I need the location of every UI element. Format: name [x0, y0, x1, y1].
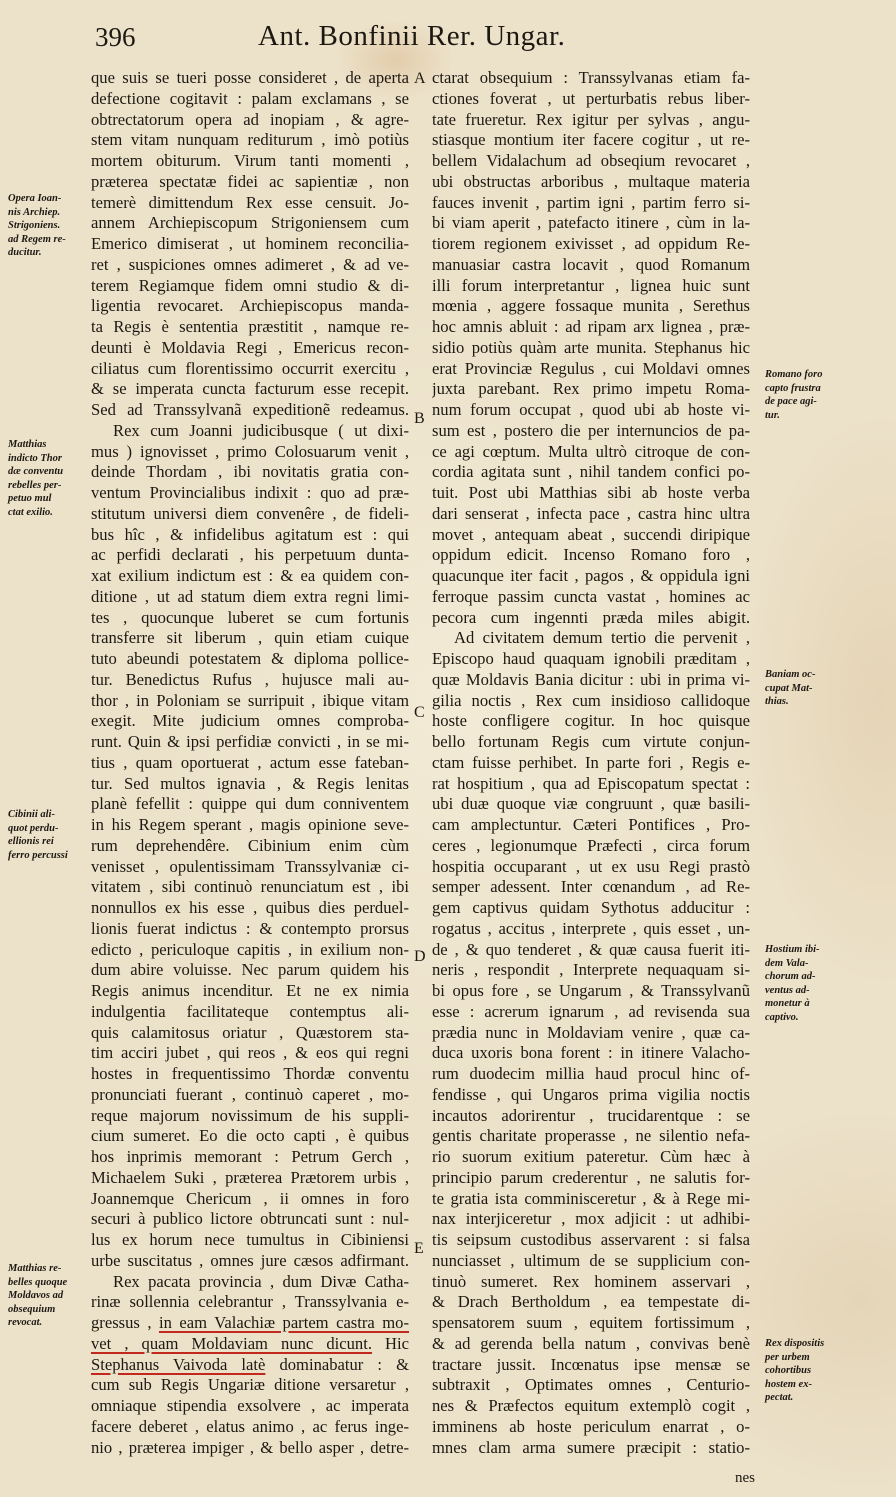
text-line: tius , quam oportuerat , actum esse fateban- — [91, 752, 409, 772]
text-line: tiorem regionem exivisset , ad oppidum Re- — [432, 234, 750, 253]
margin-note-line: monetur à — [765, 998, 810, 1009]
margin-note-line: Matthias re- — [8, 1263, 62, 1274]
text-line: incautos adorirentur , trucidarentque : se — [432, 1105, 750, 1125]
text-line: stem vitam nunquam rediturum , imò potiùs — [91, 130, 409, 150]
text-line: quis calamitosus oriatur , Quæstorem sta- — [91, 1022, 409, 1042]
margin-note-line: dæ conventu — [8, 466, 64, 477]
text-line: mnes clam arma sumere præcipit : statio- — [432, 1437, 750, 1457]
text-line: ret , suspiciones omnes adimeret , & ad ve- — [91, 254, 409, 274]
margin-note — [8, 1262, 92, 1330]
text-line: ctam fuisse perhibet. In parte fori , Regis e- — [432, 752, 750, 772]
text-line: gilia noctis , Rex cum insidioso callidoque — [432, 690, 750, 710]
text-line: defectione cogitavit : palam exclamans , se — [91, 88, 409, 108]
text-line: in his Regem sperant , magis opinione seve- — [91, 815, 409, 834]
text-line: facere deberet , elatus animo , ac ferus inge- — [91, 1416, 409, 1436]
text-line: præterea spectatæ fidei ac sapientiæ , non — [91, 171, 409, 191]
text-line: bellem Vidalachum ad obseqium revocaret , — [432, 151, 750, 170]
margin-note — [765, 668, 849, 709]
text-line: ditione , ut ad statum diem extra regni limi- — [91, 586, 409, 606]
text-line: esse : acrerum ignarum , ad revisenda sua — [432, 1001, 750, 1021]
text-line: stitutum universi diem convenêre , de fideli- — [91, 503, 409, 523]
margin-note — [8, 192, 92, 260]
text-line: dum abire voluisse. Nec parum quidem his — [91, 960, 409, 980]
text-line: fendisse , qui Ungaros prima vigilia noctis — [432, 1084, 750, 1104]
text-line: tur. Sed multos ignavia , & Regis lenitas — [91, 773, 409, 793]
text-line: cum sub Regis Ungariæ ditione versaretur , — [91, 1375, 409, 1395]
margin-note-line: Rex dispositis — [765, 1338, 825, 1349]
section-marker: A — [414, 70, 426, 87]
text-line: vet , quam Moldaviam nunc dicunt. Hic — [91, 1333, 409, 1353]
text-line: oppidum edicit. Incenso Romano foro , — [432, 545, 750, 565]
margin-note-line: Moldavos ad — [8, 1290, 64, 1301]
margin-note-line: ferro percussi — [8, 849, 68, 861]
text-line: duca uxoris bona forent : in itinere Valacho- — [432, 1043, 750, 1063]
margin-note — [765, 1337, 849, 1405]
text-line: tate frueretur. Rex igitur per sylvas , angu- — [432, 109, 750, 129]
text-line: spensatorem suum , equitem fortissimum , — [432, 1313, 750, 1332]
text-line: planè fefellit : quippe qui dum conniventem — [91, 794, 409, 814]
text-line: venisset , opulentissimam Transsylvaniæ ci- — [91, 856, 409, 876]
text-line: bello fortunam Regis cum virtute conjun- — [432, 732, 750, 751]
margin-note-line: indicto Thor — [8, 452, 62, 464]
text-line: annem Archiepiscopum Strigoniensem cum — [91, 213, 409, 233]
text-line: exegit. Mite judicium omnes comproba- — [91, 711, 409, 731]
text-line: ventum Provincialibus indixit : quo ad præ- — [91, 483, 409, 502]
red-underline-mark: vet , quam Moldaviam nunc dicunt. — [91, 1333, 372, 1353]
text-line: rinæ sollennia celebrantur , Transsylvania e- — [91, 1292, 409, 1312]
text-line: hospitia occuparant , ut ex usu Regi prastò — [432, 856, 750, 876]
text-line: Episcopo haud quaquam ignobili præditam , — [432, 649, 750, 668]
margin-note-line: nis Archiep. — [8, 206, 61, 218]
text-line: Emerico dimiserat , ut hominem reconcilia- — [91, 234, 409, 253]
margin-note-line: quot perdu- — [8, 822, 59, 834]
text-line: nonnullos ex his esse , quibus dies perduel- — [91, 898, 409, 917]
text-line: bi viam aperit , patefacto itinere , cùm in la- — [432, 213, 750, 233]
text-line: rum duodecim millia haud procul hinc of- — [432, 1064, 750, 1083]
margin-note-line: cohortibus — [765, 1365, 812, 1376]
text-line: mortem obiturum. Virum tanti momenti , — [91, 151, 409, 170]
margin-note-line: Cibinii ali- — [8, 809, 55, 820]
text-line: reque majorum novissimum de his suppli- — [91, 1105, 409, 1125]
text-line: sidio potiùs quàm arte munita. Stephanus hic — [432, 337, 750, 357]
text-line: Sed ad Transsylvanã expeditionẽ redeamus. — [91, 400, 409, 419]
text-line: mœnia , aggere fossaque munita , Serethus — [432, 296, 750, 316]
text-line: gressus , in eam Valachiæ partem castra mo- — [91, 1313, 409, 1332]
text-line: tuit. Post ubi Matthias sibi ab hoste verba — [432, 483, 750, 502]
text-line: vitatem , sibi continuò renunciatum est , ibi — [91, 877, 409, 897]
margin-note-line: ducitur. — [8, 247, 42, 258]
text-line: hos inprimis memorant : Petrum Gerch , — [91, 1147, 409, 1166]
text-line: tractare jussit. Incœnatus ipse mensæ se — [432, 1354, 750, 1374]
text-line: ctarat obsequium : Transsylvanas etiam fa- — [432, 68, 750, 87]
margin-note-line: dem Vala- — [765, 957, 809, 969]
margin-note-line: per urbem — [765, 1351, 810, 1363]
text-line: gentis charitate properasse , ne silentio nefa- — [432, 1126, 750, 1146]
margin-note — [8, 808, 92, 862]
right-text-column — [432, 68, 750, 1458]
text-line: thor , in Poloniam se surripuit , ibique vitam — [91, 690, 409, 710]
text-line: manuasiar castra locavit , quod Romanum — [432, 254, 750, 274]
margin-note-line: revocat. — [8, 1317, 43, 1328]
text-line: imminens ab hoste periculum enarrat , o- — [432, 1416, 750, 1436]
margin-note-line: Matthias — [8, 439, 47, 450]
margin-note-line: cupat Mat- — [765, 682, 813, 694]
section-marker: B — [414, 410, 425, 427]
text-line: pecora cum ingennti præda miles abigit. — [432, 607, 750, 627]
text-line: & Drach Bertholdum , ea tempestate di- — [432, 1292, 750, 1312]
margin-note-line: Romano foro — [765, 369, 823, 380]
text-line: ubi duæ quoque viæ congruunt , quæ basili- — [432, 794, 750, 814]
margin-note-line: tur. — [765, 409, 780, 421]
text-line: deunti è Moldavia Regi , Emericus recon- — [91, 337, 409, 357]
text-line: nunciasset , ultimum de se supplicium con- — [432, 1250, 750, 1270]
text-line: cium sumeret. Eo die octo capti , è quibus — [91, 1126, 409, 1146]
text-line: cam amplectuntur. Cæteri Pontifices , Pro- — [432, 815, 750, 834]
margin-note-line: Opera Ioan- — [8, 193, 62, 204]
text-line: hostes in frequentissimo Thordæ conventu — [91, 1064, 409, 1083]
catchword: nes — [735, 1470, 755, 1486]
margin-note-line: ctat exilio. — [8, 506, 53, 518]
margin-note-line: ad Regem re- — [8, 233, 66, 245]
text-line: Joannemque Chericum , ii omnes in foro — [91, 1188, 409, 1208]
text-line: quæ Moldavis Bania dicitur : ubi in prima vi- — [432, 669, 750, 689]
running-title: Ant. Bonfinii Rer. Ungar. — [258, 20, 566, 52]
margin-note-line: de pace agi- — [765, 396, 817, 407]
text-line: tuto abeundi potestatem & diploma pollice- — [91, 649, 409, 668]
text-line: pronunciati fuerant , continuò caperet , mo- — [91, 1084, 409, 1104]
text-line: que suis se tueri posse consideret , de aperta — [91, 68, 409, 87]
text-line: temerè dimittendum Rex esse censuit. Jo- — [91, 192, 409, 212]
margin-note-line: obsequium — [8, 1303, 56, 1315]
text-line: cordia agitata sunt , nihil tandem confici po- — [432, 462, 750, 482]
margin-note — [8, 438, 92, 519]
text-line: juxta parebant. Rex primo impetu Roma- — [432, 379, 750, 399]
text-line: securi à publico lictore obtruncati sunt : nul- — [91, 1209, 409, 1229]
margin-note-line: thias. — [765, 696, 789, 707]
text-line: runt. Quin & ipsi perfidiæ convicti , in se mi- — [91, 732, 409, 751]
text-line: hoste confligere cogitur. In hoc quisque — [432, 711, 750, 731]
left-text-column — [91, 68, 409, 1458]
text-line: rat hospitium , qua ad Episcopatum spectat : — [432, 773, 750, 793]
margin-note-line: Hostium ibi- — [765, 944, 820, 955]
text-line: semper adessent. Inter cœnandum , ad Re- — [432, 877, 750, 897]
section-marker: C — [414, 704, 425, 721]
text-line: lionis fuerat indictus : & contempto prorsus — [91, 918, 409, 938]
text-line: lus ex horum nece tumultus in Cibiniensi — [91, 1230, 409, 1249]
text-line: quacunque iter facit , pagos , & oppidula igni — [432, 566, 750, 585]
text-line: movet , antequam abeat , succendi diripique — [432, 524, 750, 544]
text-line: & se imperata cuncta facturum esse recepit. — [91, 379, 409, 399]
text-line: Michaelem Suki , præterea Prætorem urbis , — [91, 1167, 409, 1187]
text-line: tes , quocunque luberet se cum fortunis — [91, 607, 409, 627]
text-line: rogatus , accitus , interprete , quis esset , un- — [432, 918, 750, 938]
page-number: 396 — [95, 22, 136, 52]
text-line: tinuò sumeret. Rex hominem asservari , — [432, 1271, 750, 1291]
text-line: ctiones foverat , ut perturbatis rebus liber- — [432, 88, 750, 108]
margin-note-line: ellionis rei — [8, 836, 54, 847]
margin-note-line: captivo. — [765, 1011, 799, 1023]
text-line: erat Provinciæ Regulus , cui Moldavi omnes — [432, 358, 750, 378]
text-line: terem Regiamque fidem omni studio & di- — [91, 275, 409, 295]
text-line: tur. Benedictus Rufus , hujusce mali au- — [91, 669, 409, 689]
text-line: Regis animus incenditur. Et ne ex nimia — [91, 981, 409, 1000]
text-line: Ad civitatem demum tertio die pervenit , — [454, 628, 750, 648]
margin-note-line: Baniam oc- — [765, 669, 816, 680]
text-line: illi forum interpretantur , lignea huic sunt — [432, 275, 750, 295]
text-line: xat exilium indictum est : & ea quidem con- — [91, 566, 409, 585]
text-line: neris , respondit , Interprete nequaquam si- — [432, 960, 750, 980]
text-line: transferre sit liberum , quin etiam cuique — [91, 628, 409, 648]
text-line: ac perfidi declarati , his perpetuum dunta- — [91, 545, 409, 565]
text-line: rio suorum exitium pateretur. Cùm hæc à — [432, 1147, 750, 1166]
text-line: tis seipsum custodibus asservarent : si falsa — [432, 1230, 750, 1249]
text-line: ligentia revocaret. Archiepiscopus manda- — [91, 296, 409, 316]
text-line: deinde Thordam , ibi novitatis gratia con- — [91, 462, 409, 482]
text-line: ta Regis è sententia præstitit , namque re- — [91, 317, 409, 336]
text-line: urbe suscitatus , omnes jure cæsos adfirmant. — [91, 1250, 409, 1270]
margin-note-line: hostem ex- — [765, 1378, 812, 1390]
text-line: edicto , periculoque capitis , in exilium non- — [91, 939, 409, 959]
text-line: Stephanus Vaivoda latè dominabatur : & — [91, 1354, 409, 1374]
text-line: indulgentia facilitateque contemptus ali- — [91, 1001, 409, 1021]
margin-note — [765, 943, 849, 1024]
text-line: omniaque stipendia exsolvere , ac imperata — [91, 1396, 409, 1415]
text-line: de , & quo tenderet , & quæ causa fuerit iti- — [432, 939, 750, 959]
text-line: fauces invenit , partim igni , partim ferro si- — [432, 192, 750, 212]
text-line: subtraxit , Optimates omnes , Centurio- — [432, 1375, 750, 1395]
text-line: nax interjiceretur , mox adjicit : ut adhibi- — [432, 1209, 750, 1229]
red-underline-mark: Stephanus Vaivoda latè — [91, 1354, 266, 1374]
text-line: te gratia ista comminisceretur , & à Rege mi- — [432, 1188, 750, 1208]
margin-note-line: petuo mul — [8, 493, 52, 504]
text-line: ciliatus cum florentissimo occurrit exercitu , — [91, 358, 409, 378]
text-line: mus ) ignovisset , primo Colosuarum venit , — [91, 441, 409, 461]
margin-note-line: capto frustra — [765, 382, 821, 394]
section-marker: D — [414, 948, 426, 965]
text-line: nes & Præfectos equitum extemplò cogit , — [432, 1396, 750, 1415]
text-line: num forum occupat , quod ubi ab hoste vi- — [432, 400, 750, 419]
text-line: ferroque passim cuncta vastat , homines ac — [432, 586, 750, 606]
text-line: ce agi cœptum. Multa ultrò citroque de con- — [432, 441, 750, 461]
text-line: Rex pacata provincia , dum Divæ Catha- — [113, 1271, 409, 1291]
text-line: ubi obstructas arboribus , multaque materia — [432, 171, 750, 191]
text-line: Rex cum Joanni judicibusque ( ut dixi- — [113, 420, 409, 440]
margin-note-line: chorum ad- — [765, 971, 816, 982]
text-line: & ad gerenda bella natum , convivas benè — [432, 1333, 750, 1353]
text-line: nio , præterea impiger , & bello asper , detre- — [91, 1437, 409, 1457]
text-line: tim acciri jubet , qui reos , & eos qui regni — [91, 1043, 409, 1063]
text-line: principio parum crederentur , ne salutis for- — [432, 1167, 750, 1187]
margin-note-line: pectat. — [765, 1392, 794, 1403]
text-line: bi opus fore , se Ungarum , & Transsylvanũ — [432, 981, 750, 1000]
text-line: hoc amnis abluit : ad ripam arx lignea , præ- — [432, 317, 750, 336]
margin-note — [765, 368, 849, 422]
margin-note-line: ventus ad- — [765, 984, 810, 996]
text-line: ceres , legionumque Præfecti , circa forum — [432, 835, 750, 855]
margin-note-line: rebelles per- — [8, 479, 62, 491]
text-line: stiasque montium iter facere cogitur , ut re- — [432, 130, 750, 150]
margin-note-line: belles quoque — [8, 1276, 68, 1288]
margin-note-line: Strigoniens. — [8, 220, 61, 231]
text-line: prædia nunc in Moldaviam venire , quæ ca- — [432, 1022, 750, 1042]
text-line: bus hîc , & infidelibus agitatum est : qui — [91, 524, 409, 544]
text-line: gem captivus quidam Sythotus adducitur : — [432, 898, 750, 917]
section-marker: E — [414, 1240, 424, 1257]
text-line: obtrectatorum opera ad inopiam , & agre- — [91, 109, 409, 129]
text-line: rum deprehendêre. Cibinium enim cùm — [91, 835, 409, 855]
red-underline-mark: in eam Valachiæ partem castra mo- — [158, 1313, 409, 1332]
text-line: dari senserat , infecta pace , castra hinc ultra — [432, 503, 750, 523]
text-line: sum est , postero die per internuncios de pa- — [432, 420, 750, 440]
